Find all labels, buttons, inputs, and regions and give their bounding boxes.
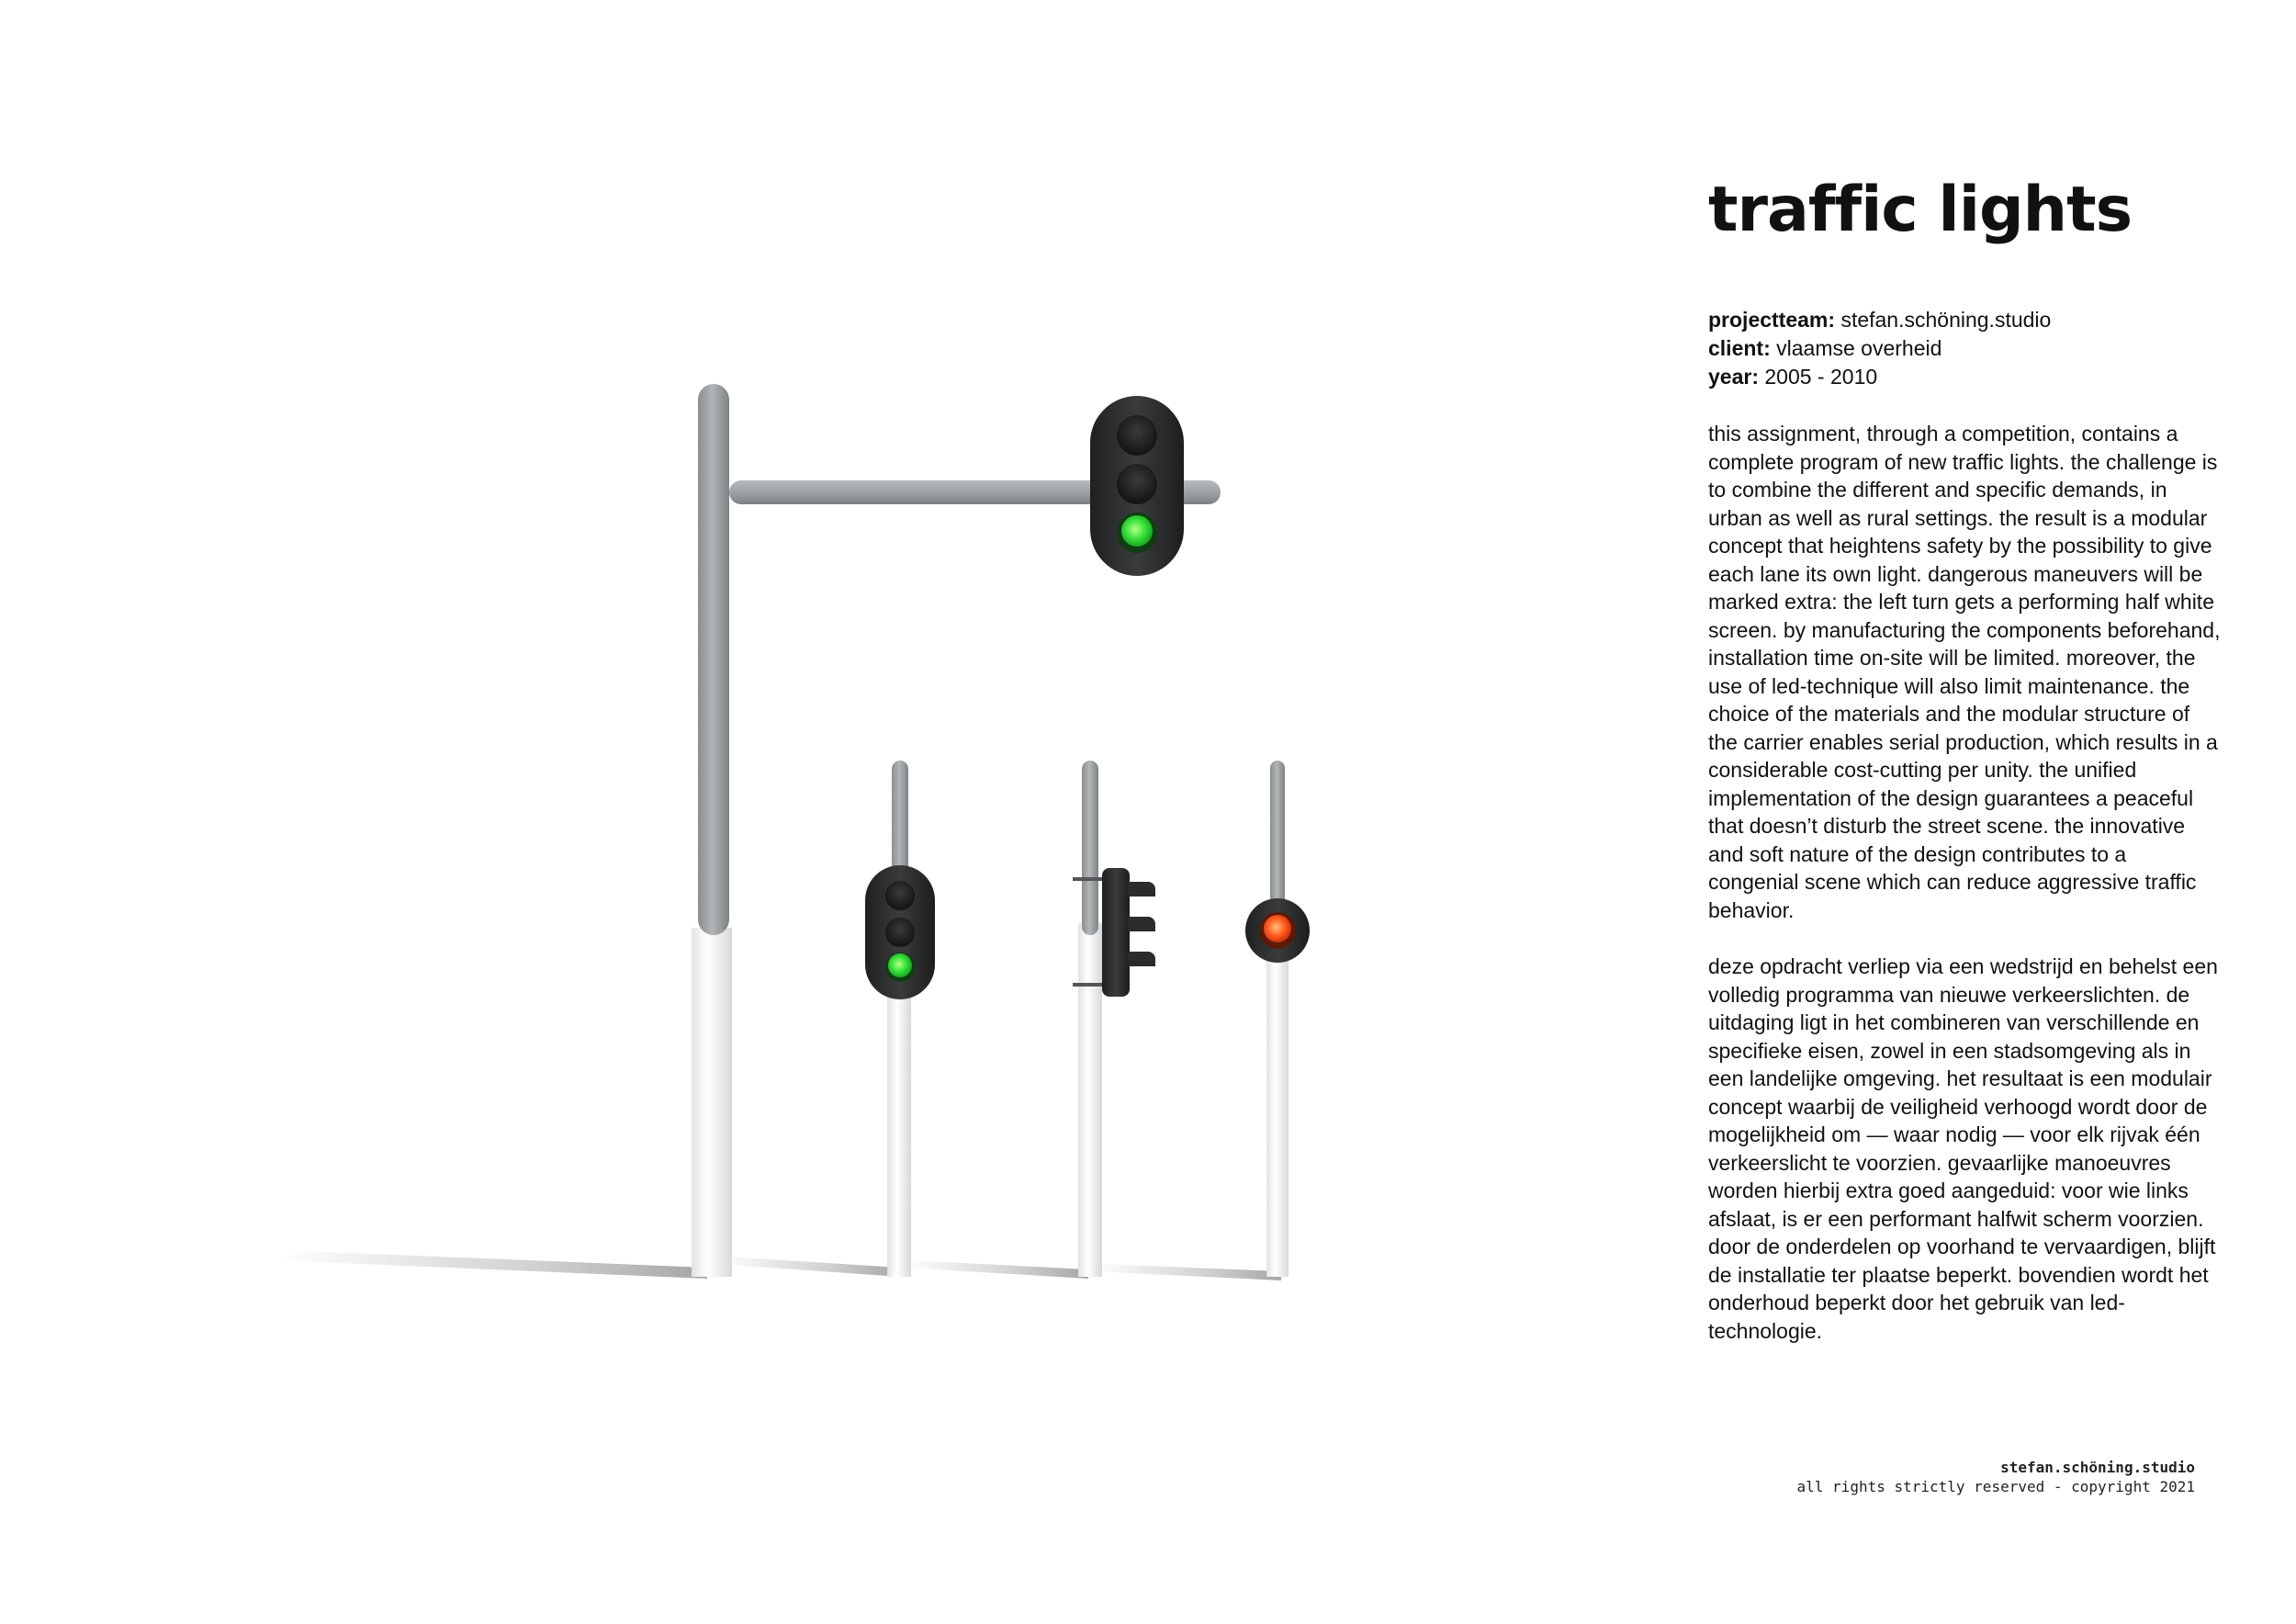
page-title: traffic lights <box>1708 174 2133 246</box>
year-label: year: <box>1708 365 1759 389</box>
green-lamp <box>1121 515 1153 547</box>
green-lamp <box>888 953 912 977</box>
text-panel <box>1708 174 2223 1366</box>
red-lamp <box>1264 915 1291 942</box>
description-dutch: deze opdracht verliep via een wedstrijd en behelst een volledig programma van nieuwe verkeerslichten. de uitdaging ligt in het combineren van verschillende en specifieke eisen, zowel in een stadsomgeving als in een landelijke omgeving. het resultaat is een modulair concept waarbij de veiligheid verhoogd wordt door de mogelijkheid om — waar nodig — voor elk rijvak één verkeerslicht te voorzien. gevaarlijke manoeuvres worden hierbij extra goed aangeduid: voor wie links afslaat, is er een performant halfwit scherm voorzien. door de onderdelen op voorhand te vervaardigen, blijft de installatie ter plaatse beperkt. bovendien wordt het onderhoud beperkt door het gebruik van led-technologie. <box>1708 954 2218 1343</box>
copyright-footer <box>1797 1458 2195 1496</box>
client-value: vlaamse overheid <box>1776 336 1942 360</box>
project-meta <box>1708 306 2223 391</box>
year-row <box>1708 363 2223 391</box>
description-english: this assignment, through a competition, contains a complete program of new traffic lights. the challenge is to combine the different and specific demands, in urban as well as rural settings. the result is a modular concept that heightens safety by the possibility to give each lane its own light. dangerous maneuvers will be marked extra: the left turn gets a performing half white screen. by manufacturing the components beforehand, installation time on-site will be limited. moreover, the use of led-technique will also limit maintenance. the choice of the materials and the modular structure of the carrier enables serial production, which results in a considerable cost-cutting per unity. the unified implementation of the design guarantees a peaceful that doesn’t disturb the street scene. the innovative and soft nature of the design contributes to a congenial scene which can reduce aggressive traffic behavior. <box>1708 422 2221 922</box>
client-label: client: <box>1708 336 1771 360</box>
ground-shadows <box>276 1251 1281 1280</box>
projectteam-label: projectteam: <box>1708 308 1836 332</box>
projectteam-row <box>1708 306 2223 334</box>
footer-rights: all rights strictly reserved - copyright 2021 <box>1796 1478 2195 1495</box>
single-pole-traffic-light <box>1245 761 1310 1277</box>
front-pole-traffic-light <box>865 761 935 1277</box>
footer-studio-name: stefan.schöning.studio <box>2000 1459 2195 1476</box>
client-row <box>1708 334 2223 363</box>
overhead-mast-traffic-light <box>692 384 1221 1277</box>
projectteam-value: stefan.schöning.studio <box>1840 308 2052 332</box>
side-pole-traffic-light <box>1073 761 1155 1277</box>
year-value: 2005 - 2010 <box>1764 365 1878 389</box>
